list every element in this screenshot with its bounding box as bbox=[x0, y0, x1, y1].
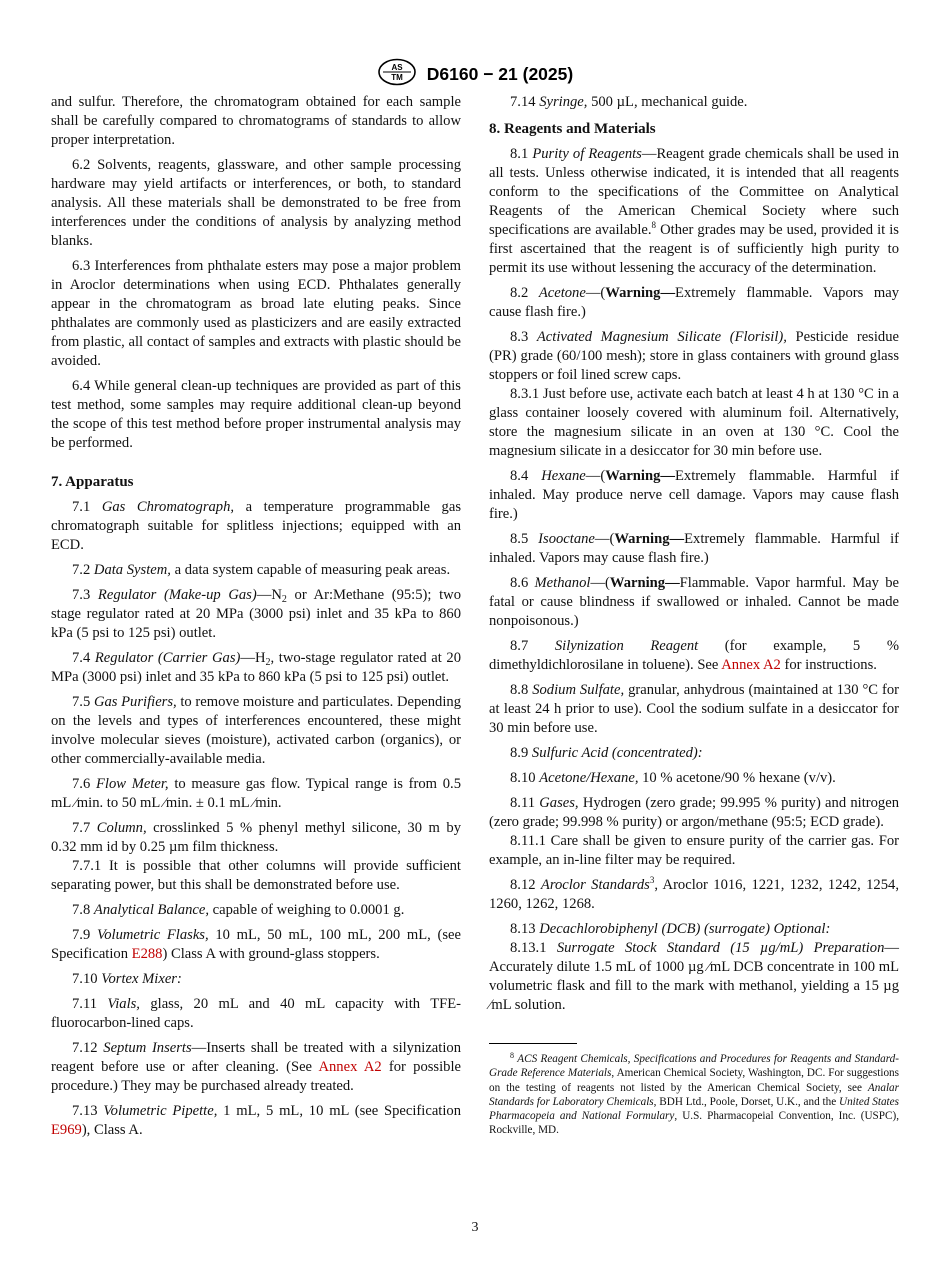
para-8-13: 8.13 Decachlorobiphenyl (DCB) (surrogate) Optional: bbox=[510, 921, 831, 937]
page-number: 3 bbox=[471, 1220, 479, 1235]
footnote-8: $^8$ ACS Reagent Chemicals, Specifications and Procedures for Reagents and Standard-Grade Reference Materials, American Chemical Society, Washington, DC. For suggestions on the testing of reagents not listed by the American Chemical Society, see Analar Standards for Laboratory Chemicals, BDH Ltd., Poole, Dorset, U.K., and the United States Pharmacopeia and National Formulary, U.S. Pharmacopeial Convention, Inc. (USPC), Rockville, MD. bbox=[489, 1051, 899, 1137]
svg-text:TM: TM bbox=[391, 73, 403, 82]
section-7-heading: 7. Apparatus bbox=[51, 474, 134, 490]
para-7-5: 7.5 Gas Purifiers, to remove moisture and particulates. Depending on the levels and types of interferences encountered, these might involve molecular sieves (moisture), activated carbon (organics), or other commercially-available media. bbox=[51, 694, 461, 767]
para-7-7-1: 7.7.1 It is possible that other columns will provide sufficient separating power, but this shall be demonstrated before use. bbox=[51, 858, 461, 893]
para-8-5: 8.5 Isooctane—(Warning—Extremely flammable. Harmful if inhaled. Vapors may cause flash fire.) bbox=[489, 531, 899, 566]
spec-e288-link[interactable]: E288 bbox=[131, 946, 163, 962]
para-8-13-1: 8.13.1 Surrogate Stock Standard (15 µg/mL) Preparation—Accurately dilute 1.5 mL of 1000 µg ⁄mL DCB concentrate in 100 mL volumetric flask and fill to the mark with methanol, yielding a 15 µg ⁄mL solution. bbox=[489, 940, 899, 1013]
para-8-10: 8.10 Acetone/Hexane, 10 % acetone/90 % hexane (v/v). bbox=[510, 770, 836, 786]
para-7-2: 7.2 Data System, a data system capable of measuring peak areas. bbox=[72, 562, 451, 578]
page-header bbox=[0, 58, 950, 91]
footnote-ref-8[interactable]: 8 bbox=[651, 220, 657, 230]
left-column bbox=[51, 93, 461, 1146]
para-8-3: 8.3 Activated Magnesium Silicate (Florisil), Pesticide residue (PR) grade (60/100 mesh); store in glass containers with ground glass stoppers or foil lined screw caps. bbox=[489, 329, 899, 383]
annex-a2-link[interactable]: Annex A2 bbox=[318, 1059, 382, 1075]
para-8-11-1: 8.11.1 Care shall be given to ensure purity of the carrier gas. For example, an in-line filter may be required. bbox=[489, 833, 899, 868]
para-7-11: 7.11 Vials, glass, 20 mL and 40 mL capacity with TFE-fluorocarbon-lined caps. bbox=[51, 996, 461, 1031]
para-8-3-1: 8.3.1 Just before use, activate each batch at least 4 h at 130 °C in a glass container loosely covered with aluminum foil. Alternatively, store the magnesium silicate in an oven at 130 °C. Cool the magnesium silicate in a desiccator for 30 min before use. bbox=[489, 386, 899, 459]
right-column bbox=[489, 93, 899, 1144]
para-8-12: 8.12 Aroclor Standards$^3$, Aroclor 1016, 1221, 1232, 1242, 1254, 1260, 1262, 1268. bbox=[489, 875, 899, 912]
para-7-14: 7.14 Syringe, 500 µL, mechanical guide. bbox=[510, 94, 748, 110]
para-7-6: 7.6 Flow Meter, to measure gas flow. Typical range is from 0.5 mL ⁄min. to 50 mL ⁄min. ± 0.1 mL ⁄min. bbox=[51, 776, 461, 811]
para-8-7: 8.7 Silynization Reagent (for example, 5 % dimethyldichlorosilane in toluene). See Annex A2 for instructions. bbox=[489, 638, 899, 673]
para-6-3: 6.3 Interferences from phthalate esters may pose a major problem in Aroclor determinations when using ECD. Phthalates generally appear in the chromatogram as broad late eluting peaks. Since phthalates are commonly used as plasticizers and are easily extracted from plastic, all contact of samples and extracts with plastic should be avoided. bbox=[51, 258, 461, 369]
para-7-4: 7.4 Regulator (Carrier $Gas)—H_2$, two-stage regulator rated at 20 MPa (3000 psi) inlet and 35 kPa to 860 kPa (5 psi to 125 psi) outlet. bbox=[51, 650, 461, 685]
svg-text:AS: AS bbox=[391, 63, 403, 72]
para-8-11: 8.11 Gases, Hydrogen (zero grade; 99.995 % purity) and nitrogen (zero grade; 99.998 % purity) or argon/methane (95:5; ECD grade). bbox=[489, 795, 899, 830]
para-7-10: 7.10 Vortex Mixer: bbox=[72, 971, 182, 987]
para-7-7: 7.7 Column, crosslinked 5 % phenyl methyl silicone, 30 m by 0.32 mm id by 0.25 µm film thickness. bbox=[51, 820, 461, 855]
standard-designation: D6160 − 21 (2025) bbox=[426, 64, 574, 84]
para-7-1: 7.1 Gas Chromatograph, a temperature programmable gas chromatograph suitable for splitless injections; equipped with an ECD. bbox=[51, 499, 461, 553]
para-8-4: 8.4 Hexane—(Warning—Extremely flammable. Harmful if inhaled. May produce nerve cell damage. Vapors may cause flash fire.) bbox=[489, 468, 899, 522]
astm-logo-icon bbox=[377, 58, 417, 91]
para-8-9: 8.9 Sulfuric Acid (concentrated): bbox=[510, 745, 703, 761]
para-7-8: 7.8 Analytical Balance, capable of weighing to 0.0001 g. bbox=[72, 902, 405, 918]
footnote-divider bbox=[489, 1043, 577, 1044]
para-6-2: 6.2 Solvents, reagents, glassware, and other sample processing hardware may yield artifacts or interferences, or both, to standard analysis. All these materials shall be demonstrated to be free from interferences under the conditions of analysis by analyzing method blanks. bbox=[51, 157, 461, 249]
para-6-4: 6.4 While general clean-up techniques are provided as part of this test method, some samples may require additional clean-up beyond the scope of this test method before proper instrumental analysis may be performed. bbox=[51, 378, 461, 451]
para-8-2: 8.2 Acetone—(Warning—Extremely flammable. Vapors may cause flash fire.) bbox=[489, 285, 899, 320]
para-8-1: 8.1 Purity of Reagents—Reagent grade chemicals shall be used in all tests. Unless otherwise indicated, it is intended that all reagents conform to the specifications of the Committee on Analytical Reagents of the American Chemical Society where such specifications are available.$^8$ Other grades may be used, provided it is first ascertained that the reagent is of sufficiently high purity to permit its use without lessening the accuracy of the determination. bbox=[489, 146, 899, 276]
annex-a2-link[interactable]: Annex A2 bbox=[721, 657, 781, 673]
para-7-13: 7.13 Volumetric Pipette, 1 mL, 5 mL, 10 mL (see Specification E969), Class A. bbox=[51, 1103, 462, 1138]
spec-e969-link[interactable]: E969 bbox=[51, 1122, 82, 1138]
para-7-9: 7.9 Volumetric Flasks, 10 mL, 50 mL, 100 mL, 200 mL, (see Specification E288) Class A with ground-glass stoppers. bbox=[51, 927, 461, 962]
para-8-8: 8.8 Sodium Sulfate, granular, anhydrous (maintained at 130 °C for at least 24 h prior to use). Cool the sodium sulfate in a desiccator for 30 min before use. bbox=[489, 682, 899, 736]
para-6-1-continued: and sulfur. Therefore, the chromatogram obtained for each sample shall be carefully compared to chromatograms of standards to allow proper interpretation. bbox=[51, 94, 461, 148]
section-8-heading: 8. Reagents and Materials bbox=[489, 121, 656, 137]
para-8-6: 8.6 Methanol—(Warning—Flammable. Vapor harmful. May be fatal or cause blindness if swallowed or inhaled. Cannot be made nonpoisonous.) bbox=[489, 575, 899, 629]
para-7-3: 7.3 Regulator (Make-up $Gas)—N_2$ or Ar:Methane (95:5); two stage regulator rated at 20 MPa (3000 psi) inlet and 35 kPa to 860 kPa (5 psi to 125 psi) outlet. bbox=[51, 587, 461, 641]
para-7-12: 7.12 Septum Inserts—Inserts shall be treated with a silynization reagent before use or after cleaning. (See Annex A2 for possible procedure.) They may be purchased already treated. bbox=[51, 1040, 461, 1094]
footnote-ref-3[interactable]: 3 bbox=[649, 875, 655, 885]
